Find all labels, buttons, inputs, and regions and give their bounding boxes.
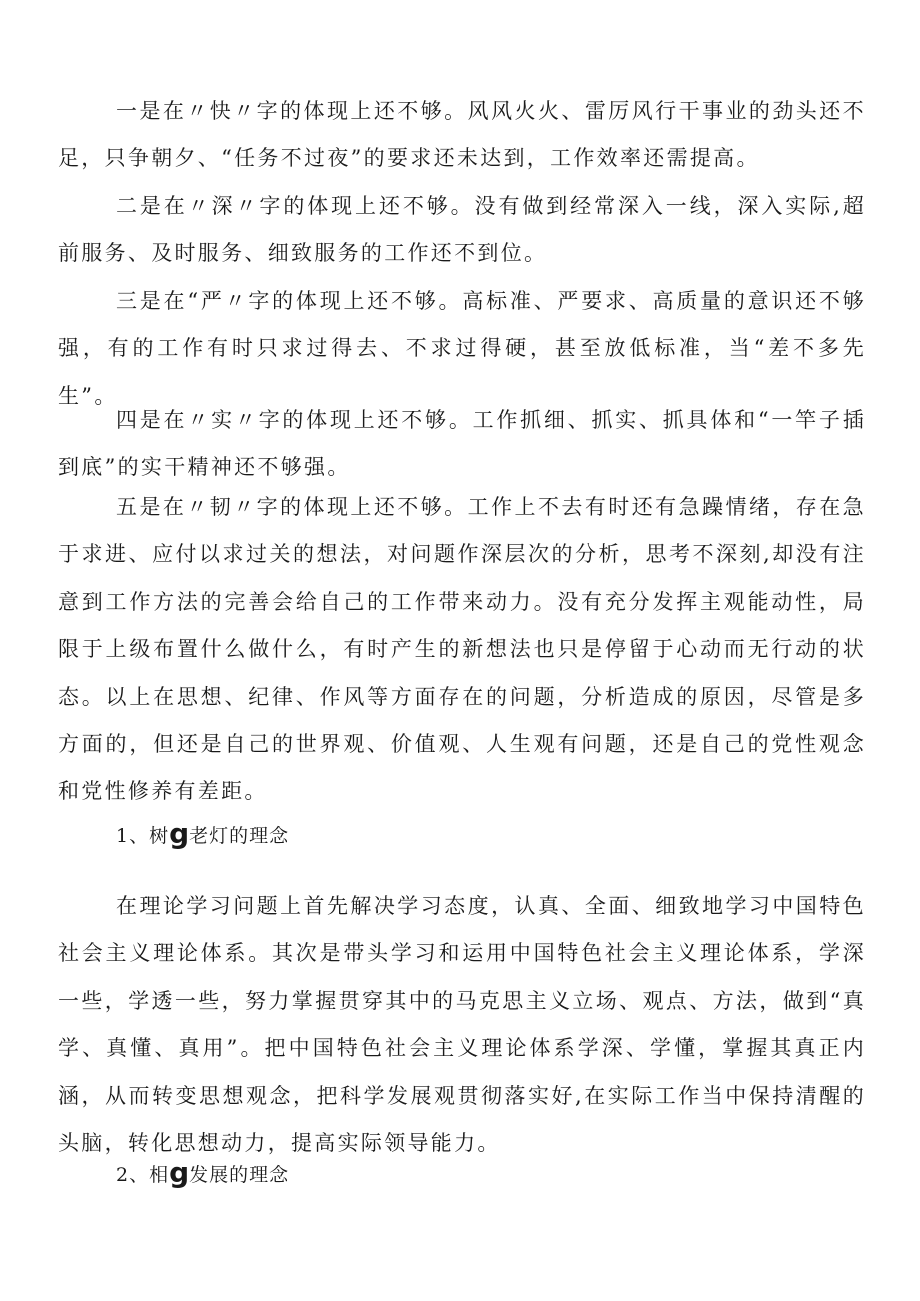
section-heading-2-glyph: g [169, 1156, 190, 1189]
section-heading-1-glyph: g [169, 817, 190, 850]
paragraph-kuai: 一是在〃快〃字的体现上还不够。风风火火、雷厉风行干事业的劲头还不足，只争朝夕、“任务不过夜”的要求还未达到，工作效率还需提高。 [58, 99, 866, 171]
section-heading-2-suffix: 发展的理念 [189, 1164, 290, 1186]
section-heading-2 [116, 1157, 289, 1190]
section-heading-1-suffix: 老灯的理念 [189, 825, 290, 847]
paragraph-yan: 三是在“严〃字的体现上还不够。高标准、严要求、高质量的意识还不够强，有的工作有时只求过得去、不求过得硬，甚至放低标准，当“差不多先生”。 [58, 289, 866, 408]
section-1-body: 在理论学习问题上首先解决学习态度，认真、全面、细致地学习中国特色社会主义理论体系。其次是带头学习和运用中国特色社会主义理论体系，学深一些，学透一些，努力掌握贯穿其中的马克思主义立场、观点、方法，做到“真学、真懂、真用”。把中国特色社会主义理论体系学深、学懂，掌握其真正内涵，从而转变思想观念，把科学发展观贯彻落实好,在实际工作当中保持清醒的头脑，转化思想动力，提高实际领导能力。 [58, 894, 866, 1156]
section-heading-2-prefix: 2、相 [116, 1164, 170, 1186]
section-heading-1-prefix: 1、树 [116, 825, 170, 847]
section-heading-1 [116, 818, 289, 851]
paragraph-shen: 二是在〃深〃字的体现上还不够。没有做到经常深入一线，深入实际,超前服务、及时服务、细致服务的工作还不到位。 [58, 194, 866, 266]
paragraph-shi: 四是在〃实〃字的体现上还不够。工作抓细、抓实、抓具体和“一竿子插到底”的实干精神还不够强。 [58, 408, 866, 480]
paragraph-ren: 五是在〃韧〃字的体现上还不够。工作上不去有时还有急躁情绪，存在急于求进、应付以求过关的想法，对问题作深层次的分析，思考不深刻,却没有注意到工作方法的完善会给自己的工作带来动力。没有充分发挥主观能动性，局限于上级布置什么做什么，有时产生的新想法也只是停留于心动而无行动的状态。以上在思想、纪律、作风等方面存在的问题，分析造成的原因，尽管是多方面的，但还是自己的世界观、价值观、人生观有问题，还是自己的党性观念和党性修养有差距。 [58, 495, 866, 804]
